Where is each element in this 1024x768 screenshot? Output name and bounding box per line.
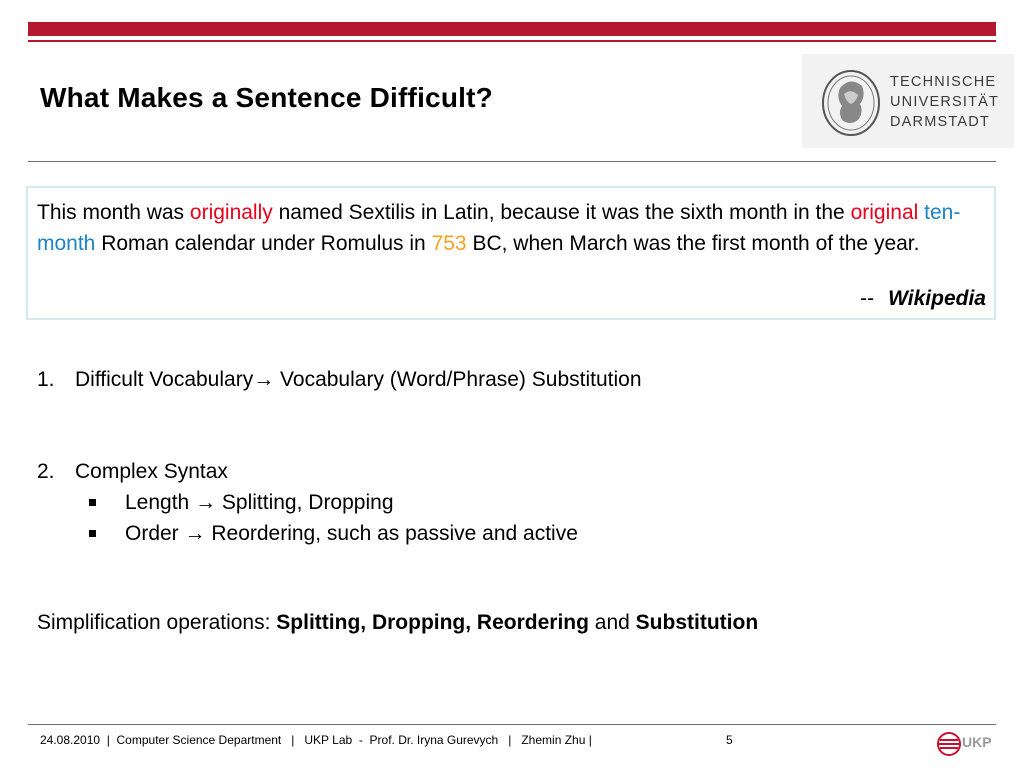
summary-ops: Splitting, Dropping, Reordering (276, 611, 589, 634)
sub-item-length: Length → Splitting, Dropping (125, 491, 394, 514)
square-bullet-icon (89, 499, 96, 506)
quote-seg-3: named Sextilis in Latin, because it was the sixth month in the (272, 201, 851, 224)
header-accent-bar (28, 22, 996, 36)
list-number-1: 1. (37, 368, 55, 391)
list-text-1: Difficult Vocabulary→ Vocabulary (Word/Phrase) Substitution (75, 368, 642, 391)
quote-seg-7: Roman calendar under Romulus in (95, 231, 432, 255)
slide-title: What Makes a Sentence Difficult? (40, 82, 493, 113)
list-number-2: 2. (37, 460, 55, 483)
quote-text (37, 198, 987, 259)
footer-divider (28, 724, 996, 725)
university-name (890, 72, 999, 132)
summary-substitution: Substitution (635, 611, 759, 634)
attribution-dash: -- (860, 287, 875, 310)
summary-prefix: Simplification operations: (37, 611, 277, 634)
quote-highlight-originally: originally (189, 201, 273, 224)
athena-seal-icon (820, 68, 882, 138)
list-item-1 (37, 368, 642, 392)
list-item-2 (37, 460, 228, 484)
page-number: 5 (726, 733, 733, 747)
quote-box (26, 186, 996, 320)
ukp-label: UKP (962, 734, 992, 750)
quote-highlight-753: 753 (431, 231, 467, 255)
quote-highlight-ten-month: ten-month (37, 201, 961, 255)
logo-line-1: TECHNISCHE (890, 74, 997, 90)
header-accent-line (28, 40, 996, 42)
title-divider (28, 161, 996, 162)
tu-darmstadt-logo (802, 54, 1014, 148)
summary-line (37, 611, 758, 635)
attribution-source: Wikipedia (888, 287, 986, 310)
list-text-2: Complex Syntax (75, 460, 228, 483)
quote-attribution (860, 287, 986, 311)
quote-highlight-original: original (850, 201, 919, 224)
logo-line-3: DARMSTADT (890, 114, 990, 130)
square-bullet-icon (89, 530, 96, 537)
quote-seg-1: This month was (37, 201, 190, 224)
sub-item-order: Order → Reordering, such as passive and active (125, 522, 578, 545)
footer-text: 24.08.2010 | Computer Science Department | UKP Lab - Prof. Dr. Iryna Gurevych | Zhemin Zhu | (40, 733, 592, 747)
logo-line-2: UNIVERSITÄT (890, 94, 1000, 110)
summary-and: and (588, 611, 636, 634)
quote-seg-9: BC, when March was the first month of the year. (466, 231, 920, 255)
